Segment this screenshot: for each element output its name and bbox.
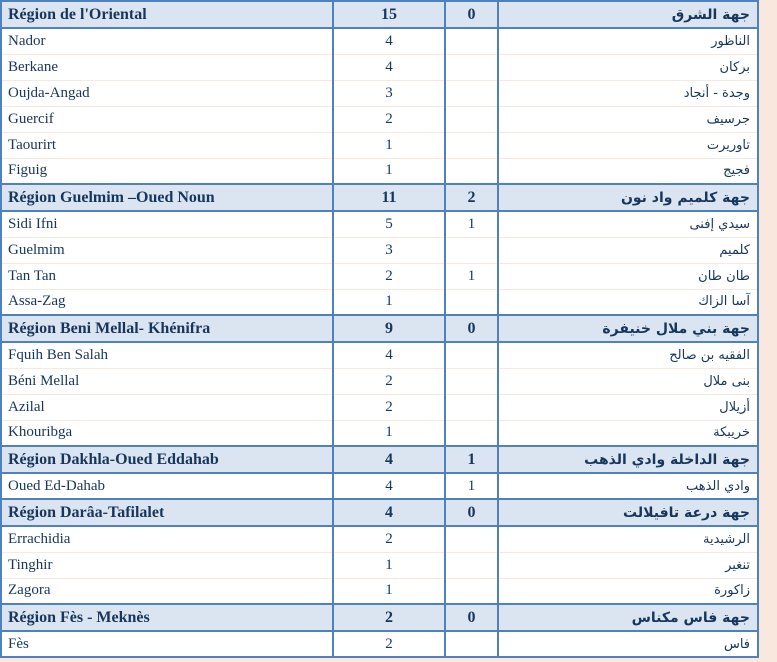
prefecture-name-fr: Nador bbox=[1, 28, 333, 54]
prefecture-row bbox=[1, 552, 758, 578]
prefecture-name-fr: Oujda-Angad bbox=[1, 80, 333, 106]
region-name-ar: جهة الشرق bbox=[498, 1, 758, 28]
prefecture-name-fr: Khouribga bbox=[1, 420, 333, 446]
prefecture-row bbox=[1, 158, 758, 184]
prefecture-name-ar: تنغير bbox=[498, 552, 758, 578]
prefecture-count-secondary bbox=[445, 526, 498, 552]
regions-table-body bbox=[1, 1, 758, 657]
prefecture-count-secondary bbox=[445, 106, 498, 132]
prefecture-count-secondary bbox=[445, 631, 498, 657]
prefecture-count-primary: 2 bbox=[333, 368, 445, 394]
prefecture-name-ar: بنى ملال bbox=[498, 368, 758, 394]
prefecture-name-fr: Errachidia bbox=[1, 526, 333, 552]
prefecture-count-secondary bbox=[445, 368, 498, 394]
prefecture-count-secondary bbox=[445, 28, 498, 54]
prefecture-name-ar: الرشيدية bbox=[498, 526, 758, 552]
prefecture-count-primary: 4 bbox=[333, 473, 445, 499]
prefecture-row bbox=[1, 80, 758, 106]
prefecture-row bbox=[1, 394, 758, 420]
prefecture-name-fr: Fquih Ben Salah bbox=[1, 342, 333, 368]
prefecture-count-primary: 1 bbox=[333, 289, 445, 315]
prefecture-count-secondary bbox=[445, 289, 498, 315]
prefecture-name-fr: Assa-Zag bbox=[1, 289, 333, 315]
prefecture-row bbox=[1, 132, 758, 158]
prefecture-row bbox=[1, 263, 758, 289]
region-header-row bbox=[1, 604, 758, 631]
region-count-primary: 9 bbox=[333, 315, 445, 342]
prefecture-count-secondary bbox=[445, 578, 498, 604]
region-name-fr: Région Dakhla-Oued Eddahab bbox=[1, 446, 333, 473]
prefecture-name-ar: خريبكة bbox=[498, 420, 758, 446]
prefecture-name-ar: جرسيف bbox=[498, 106, 758, 132]
region-header-row bbox=[1, 315, 758, 342]
prefecture-count-secondary bbox=[445, 342, 498, 368]
prefecture-row bbox=[1, 631, 758, 657]
region-count-secondary: 0 bbox=[445, 315, 498, 342]
region-name-fr: Région Darâa-Tafilalet bbox=[1, 499, 333, 526]
prefecture-count-secondary bbox=[445, 394, 498, 420]
prefecture-row bbox=[1, 473, 758, 499]
prefecture-name-ar: سيدي إفنى bbox=[498, 211, 758, 237]
prefecture-row bbox=[1, 106, 758, 132]
prefecture-count-secondary: 1 bbox=[445, 263, 498, 289]
prefecture-count-primary: 2 bbox=[333, 631, 445, 657]
region-count-secondary: 0 bbox=[445, 499, 498, 526]
region-header-row bbox=[1, 1, 758, 28]
prefecture-name-ar: الناظور bbox=[498, 28, 758, 54]
prefecture-name-ar: فاس bbox=[498, 631, 758, 657]
prefecture-count-primary: 4 bbox=[333, 28, 445, 54]
region-name-ar: جهة بني ملال خنيفرة bbox=[498, 315, 758, 342]
prefecture-name-fr: Berkane bbox=[1, 54, 333, 80]
prefecture-name-fr: Tan Tan bbox=[1, 263, 333, 289]
prefecture-count-primary: 4 bbox=[333, 342, 445, 368]
prefecture-name-fr: Zagora bbox=[1, 578, 333, 604]
prefecture-row bbox=[1, 28, 758, 54]
region-header-row bbox=[1, 499, 758, 526]
prefecture-count-secondary bbox=[445, 552, 498, 578]
prefecture-name-fr: Guercif bbox=[1, 106, 333, 132]
prefecture-count-secondary bbox=[445, 80, 498, 106]
prefecture-count-secondary bbox=[445, 420, 498, 446]
prefecture-count-secondary bbox=[445, 158, 498, 184]
prefecture-name-ar: زاكورة bbox=[498, 578, 758, 604]
prefecture-row bbox=[1, 54, 758, 80]
region-name-ar: جهة فاس مكناس bbox=[498, 604, 758, 631]
prefecture-name-ar: أزيلال bbox=[498, 394, 758, 420]
region-count-secondary: 0 bbox=[445, 604, 498, 631]
region-name-fr: Région de l'Oriental bbox=[1, 1, 333, 28]
prefecture-count-primary: 1 bbox=[333, 158, 445, 184]
prefecture-row bbox=[1, 420, 758, 446]
prefecture-count-primary: 3 bbox=[333, 80, 445, 106]
prefecture-row bbox=[1, 368, 758, 394]
prefecture-row bbox=[1, 578, 758, 604]
prefecture-name-ar: الفقيه بن صالح bbox=[498, 342, 758, 368]
prefecture-count-secondary bbox=[445, 237, 498, 263]
prefecture-name-ar: طان طان bbox=[498, 263, 758, 289]
region-count-primary: 4 bbox=[333, 446, 445, 473]
prefecture-row bbox=[1, 211, 758, 237]
prefecture-name-ar: فجيج bbox=[498, 158, 758, 184]
prefecture-name-fr: Oued Ed-Dahab bbox=[1, 473, 333, 499]
prefecture-count-secondary bbox=[445, 132, 498, 158]
region-count-primary: 11 bbox=[333, 184, 445, 211]
prefecture-name-fr: Taourirt bbox=[1, 132, 333, 158]
prefecture-name-fr: Figuig bbox=[1, 158, 333, 184]
prefecture-name-fr: Azilal bbox=[1, 394, 333, 420]
region-count-primary: 4 bbox=[333, 499, 445, 526]
region-name-fr: Région Guelmim –Oued Noun bbox=[1, 184, 333, 211]
region-count-secondary: 0 bbox=[445, 1, 498, 28]
prefecture-row bbox=[1, 342, 758, 368]
prefecture-name-fr: Fès bbox=[1, 631, 333, 657]
region-header-row bbox=[1, 184, 758, 211]
prefecture-name-fr: Sidi Ifni bbox=[1, 211, 333, 237]
region-name-ar: جهة كلميم واد نون bbox=[498, 184, 758, 211]
region-name-fr: Région Fès - Meknès bbox=[1, 604, 333, 631]
prefecture-count-primary: 2 bbox=[333, 394, 445, 420]
prefecture-row bbox=[1, 289, 758, 315]
prefecture-count-secondary: 1 bbox=[445, 473, 498, 499]
region-name-fr: Région Beni Mellal- Khénifra bbox=[1, 315, 333, 342]
prefecture-name-ar: وجدة - أنجاد bbox=[498, 80, 758, 106]
prefecture-count-primary: 1 bbox=[333, 132, 445, 158]
prefecture-name-fr: Tinghir bbox=[1, 552, 333, 578]
prefecture-count-primary: 1 bbox=[333, 578, 445, 604]
prefecture-count-primary: 1 bbox=[333, 552, 445, 578]
prefecture-name-ar: بركان bbox=[498, 54, 758, 80]
prefecture-count-secondary bbox=[445, 54, 498, 80]
prefecture-name-ar: تاوريرت bbox=[498, 132, 758, 158]
prefecture-name-ar: آسا الزاك bbox=[498, 289, 758, 315]
prefecture-count-primary: 2 bbox=[333, 106, 445, 132]
prefecture-count-primary: 2 bbox=[333, 526, 445, 552]
region-header-row bbox=[1, 446, 758, 473]
prefecture-count-primary: 5 bbox=[333, 211, 445, 237]
region-name-ar: جهة الداخلة وادي الذهب bbox=[498, 446, 758, 473]
prefecture-name-ar: وادي الذهب bbox=[498, 473, 758, 499]
region-count-secondary: 2 bbox=[445, 184, 498, 211]
prefecture-count-secondary: 1 bbox=[445, 211, 498, 237]
prefecture-name-fr: Béni Mellal bbox=[1, 368, 333, 394]
prefecture-count-primary: 2 bbox=[333, 263, 445, 289]
prefecture-name-fr: Guelmim bbox=[1, 237, 333, 263]
region-count-primary: 2 bbox=[333, 604, 445, 631]
prefecture-count-primary: 1 bbox=[333, 420, 445, 446]
region-count-primary: 15 bbox=[333, 1, 445, 28]
region-count-secondary: 1 bbox=[445, 446, 498, 473]
prefecture-count-primary: 3 bbox=[333, 237, 445, 263]
prefecture-count-primary: 4 bbox=[333, 54, 445, 80]
prefecture-row bbox=[1, 526, 758, 552]
region-name-ar: جهة درعة تافيلالت bbox=[498, 499, 758, 526]
prefecture-row bbox=[1, 237, 758, 263]
prefecture-name-ar: كلميم bbox=[498, 237, 758, 263]
